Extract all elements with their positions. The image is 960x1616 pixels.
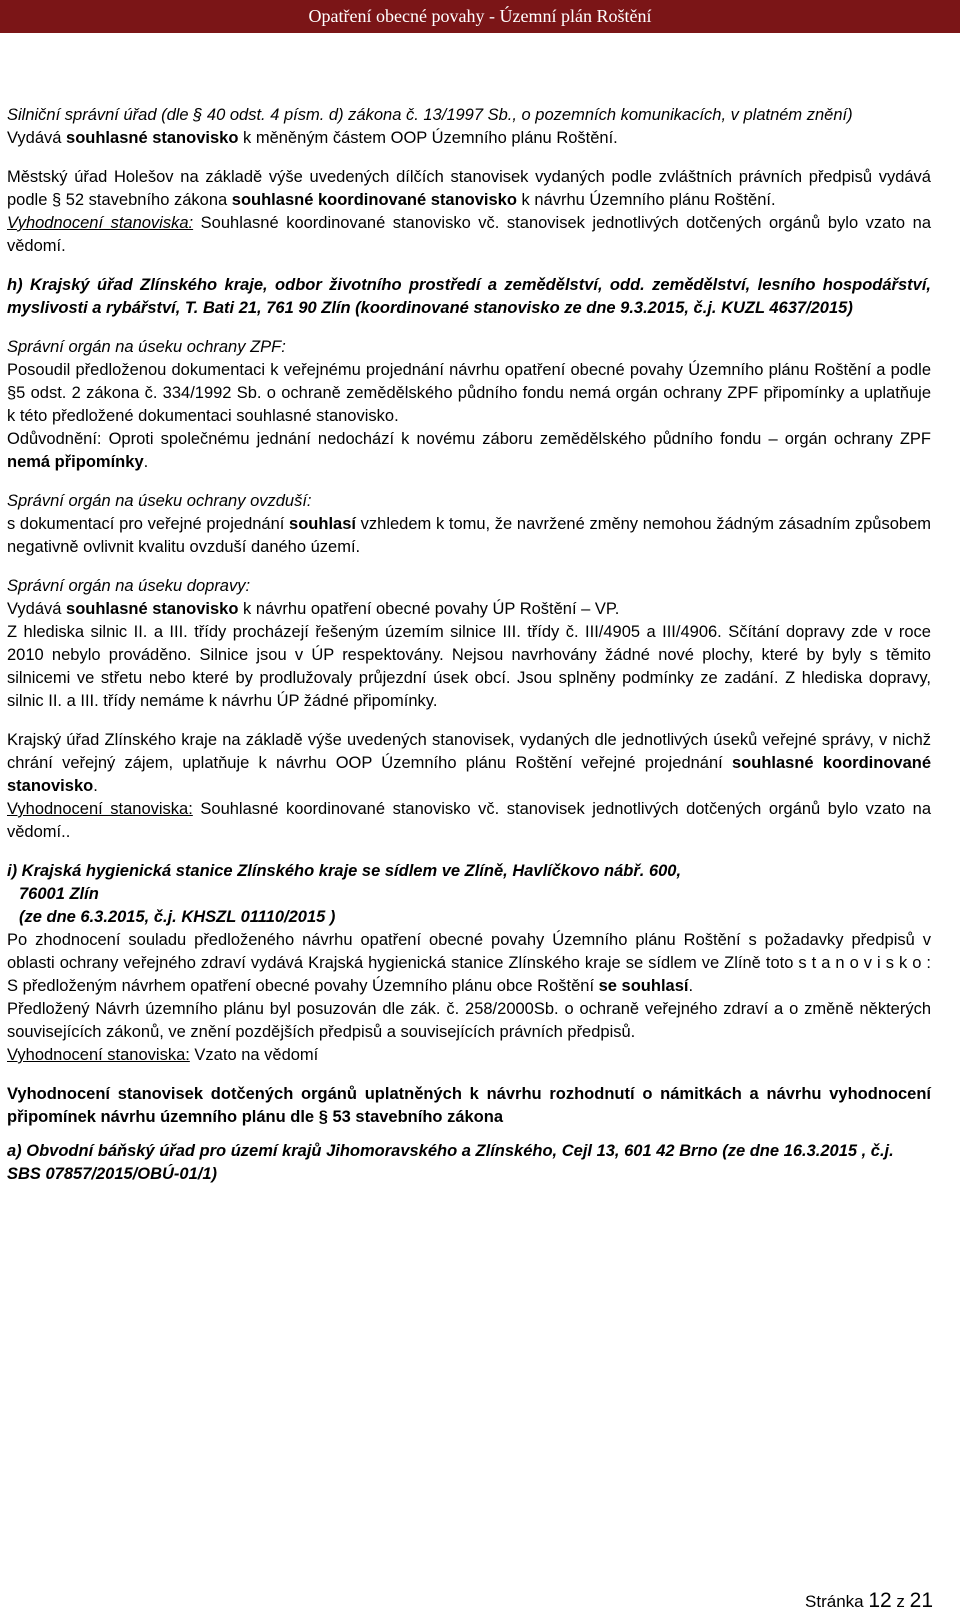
- section-title: Vyhodnocení stanovisek dotčených orgánů uplatněných k návrhu rozhodnutí o námitkách a návrhu vyhodnocení připomínek návrhu územního plánu dle § 53 stavebního zákona: [7, 1085, 931, 1126]
- khs-paragraph: Po zhodnocení souladu předloženého návrhu opatření obecné povahy Územního plánu Roštění s požadavky předpisů v oblasti ochrany veřejného zdraví vydává Krajská hygienická stanice Zlínského kraje se sídlem ve Zlíně toto s t a n o v i s k o : S předloženým návrhem opatření obecné povahy Územního plánu obce Roštění se souhlasí.: [7, 931, 931, 995]
- mu-holesov-paragraph: Městský úřad Holešov na základě výše uvedených dílčích stanovisek vydaných podle zvláštních právních předpisů vydává podle § 52 stavebního zákona souhlasné koordinované stanovisko k návrhu Územního plánu Roštění.: [7, 168, 931, 209]
- ovzdusi-text: s dokumentací pro veřejné projednání souhlasí vzhledem k tomu, že navržené změny nemohou žádným zásadním způsobem negativně ovlivnit kvalitu ovzduší daného území.: [7, 515, 931, 556]
- page-header: [0, 0, 960, 33]
- section-i-heading-2: 76001 Zlín: [19, 885, 99, 903]
- khs-paragraph-2: Předložený Návrh územního plánu byl posuzován dle zák. č. 258/2000Sb. o ochraně veřejného zdraví a o změně některých souvisejících zákonů, ve znění pozdějších předpisů a souvisejících právních předpisů.: [7, 1000, 931, 1041]
- evaluation-label: Vyhodnocení stanoviska:: [7, 800, 193, 818]
- zpf-text: Posoudil předloženou dokumentaci k veřejnému projednání návrhu opatření obecné povahy Územního plánu Roštění a podle §5 odst. 2 zákona č. 334/1992 Sb. o ochraně zemědělského půdního fondu nemá orgán ochrany ZPF připomínky a uplatňuje k této předložené dokumentaci souhlasné stanovisko.: [7, 361, 931, 425]
- doprava-title: Správní orgán na úseku dopravy:: [7, 577, 251, 595]
- document-body: [7, 104, 931, 1186]
- header-title: Opatření obecné povahy - Územní plán Roštění: [308, 6, 652, 26]
- page-number: 12: [868, 1589, 892, 1612]
- i-evaluation: Vyhodnocení stanoviska: Vzato na vědomí: [7, 1046, 319, 1064]
- zpf-reasoning: Odůvodnění: Oproti společnému jednání nedochází k novému záboru zemědělského půdního fondu – orgán ochrany ZPF nemá připomínky.: [7, 430, 931, 471]
- doprava-text: Z hlediska silnic II. a III. třídy procházejí řešeným územím silnice III. třídy č. III/4905 a III/4906. Sčítání dopravy zde v roce 2010 nebylo prováděno. Silnice jsou v ÚP respektovány. Nejsou navrhovány žádné nové plochy, které by byly s těmito silnicemi ve střetu nebo které by prodlužovaly průjezdní úsek obcí. Jsou splněny podmínky ze zadání. Z hlediska dopravy, silnic II. a III. třídy nemáme k návrhu ÚP žádné připomínky.: [7, 623, 931, 710]
- h-evaluation: Vyhodnocení stanoviska: Souhlasné koordinované stanovisko vč. stanovisek jednotlivých dotčených orgánů bylo vzato na vědomí..: [7, 800, 931, 841]
- ovzdusi-title: Správní orgán na úseku ochrany ovzduší:: [7, 492, 312, 510]
- mu-evaluation: Vyhodnocení stanoviska: Souhlasné koordinované stanovisko vč. stanovisek jednotlivých dotčených orgánů bylo vzato na vědomí.: [7, 214, 932, 255]
- evaluation-label: Vyhodnocení stanoviska:: [7, 1046, 190, 1064]
- doprava-statement: Vydává souhlasné stanovisko k návrhu opatření obecné povahy ÚP Roštění – VP.: [7, 600, 620, 618]
- section-a-heading: a) Obvodní báňský úřad pro území krajů Jihomoravského a Zlínského, Cejl 13, 601 42 Brno (ze dne 16.3.2015 , č.j. SBS 07857/2015/OBÚ-01/1): [7, 1142, 894, 1183]
- section-h-heading: h) Krajský úřad Zlínského kraje, odbor životního prostředí a zemědělství, odd. zemědělství, lesního hospodářství, myslivosti a rybářství, T. Bati 21, 761 90 Zlín (koordinované stanovisko ze dne 9.3.2015, č.j. KUZL 4637/2015): [7, 276, 931, 317]
- page-total: 21: [909, 1589, 933, 1612]
- section-i-heading-3: (ze dne 6.3.2015, č.j. KHSZL 01110/2015 ): [19, 908, 336, 926]
- zpf-title: Správní orgán na úseku ochrany ZPF:: [7, 338, 286, 356]
- silnicni-urad-statement: Vydává souhlasné stanovisko k měněným částem OOP Územního plánu Roštění.: [7, 129, 618, 147]
- ku-paragraph: Krajský úřad Zlínského kraje na základě výše uvedených stanovisek, vydaných dle jednotlivých úseků veřejné správy, v nichž chrání veřejný zájem, uplatňuje k návrhu OOP Územního plánu Roštění veřejné projednání souhlasné koordinované stanovisko.: [7, 731, 932, 795]
- evaluation-label: Vyhodnocení stanoviska:: [7, 214, 194, 232]
- page-footer: Stránka 12 z 21: [805, 1589, 933, 1612]
- silnicni-urad-heading: Silniční správní úřad (dle § 40 odst. 4 písm. d) zákona č. 13/1997 Sb., o pozemních komunikacích, v platném znění): [7, 106, 853, 124]
- section-i-heading-1: i) Krajská hygienická stanice Zlínského kraje se sídlem ve Zlíně, Havlíčkovo nábř. 600,: [7, 862, 682, 880]
